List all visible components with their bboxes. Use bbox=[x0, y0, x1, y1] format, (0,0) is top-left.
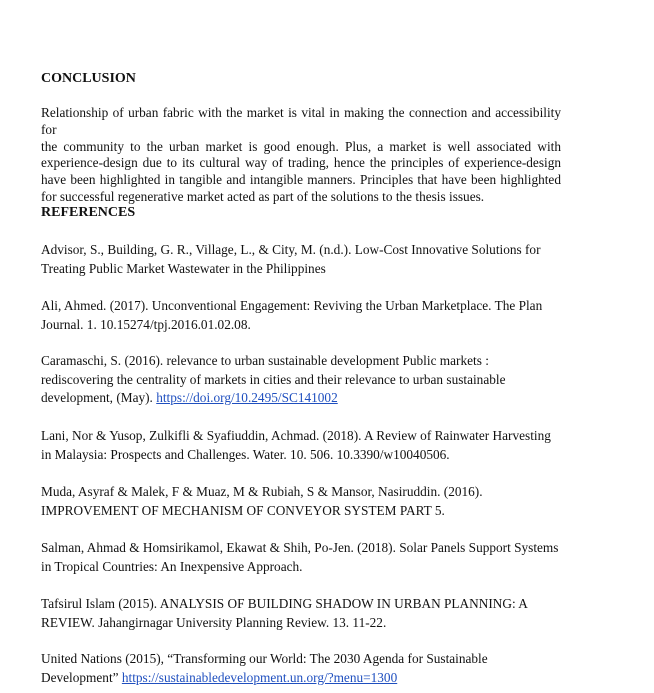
doi-link[interactable]: https://doi.org/10.2495/SC141002 bbox=[156, 390, 338, 405]
reference-line: REVIEW. Jahangirnagar University Planning Review. 13. 11-22. bbox=[41, 614, 387, 630]
conclusion-line: for successful regenerative market acted as part of the solutions to the thesis issues. bbox=[41, 188, 485, 204]
reference-entry bbox=[41, 483, 601, 520]
un-link[interactable]: https://sustainabledevelopment.un.org/?menu=1300 bbox=[121, 669, 398, 685]
reference-line bbox=[41, 669, 601, 688]
reference-entry bbox=[41, 427, 601, 464]
reference-text: development, (May). bbox=[41, 390, 157, 405]
conclusion-line: experience-design due to its cultural way of trading, hence the principles of experience-design bbox=[41, 155, 561, 171]
reference-entry bbox=[41, 650, 601, 687]
reference-line: Tafsirul Islam (2015). ANALYSIS OF BUILDING SHADOW IN URBAN PLANNING: A bbox=[41, 596, 528, 611]
reference-text: Development” bbox=[41, 669, 122, 685]
conclusion-line: the community to the urban market is good enough. Plus, a market is well associated with bbox=[41, 138, 561, 154]
reference-line bbox=[41, 389, 601, 408]
reference-line: Caramaschi, S. (2016). relevance to urban sustainable development Public markets : bbox=[41, 353, 489, 368]
reference-line: in Tropical Countries: An Inexpensive Approach. bbox=[41, 558, 303, 574]
conclusion-line: have been highlighted in tangible and intangible manners. Principles that have been highlighted bbox=[41, 172, 561, 188]
conclusion-paragraph bbox=[41, 105, 561, 206]
reference-line: Ali, Ahmed. (2017). Unconventional Engagement: Reviving the Urban Marketplace. The Plan bbox=[41, 298, 543, 313]
reference-line: rediscovering the centrality of markets in cities and their relevance to urban sustainable bbox=[41, 371, 506, 387]
reference-line: in Malaysia: Prospects and Challenges. Water. 10. 506. 10.3390/w10040506. bbox=[41, 446, 450, 462]
reference-entry bbox=[41, 595, 601, 632]
reference-line: IMPROVEMENT OF MECHANISM OF CONVEYOR SYSTEM PART 5. bbox=[41, 502, 445, 518]
reference-line: Lani, Nor & Yusop, Zulkifli & Syafiuddin, Achmad. (2018). A Review of Rainwater Harvesting bbox=[41, 428, 551, 443]
conclusion-heading: CONCLUSION bbox=[41, 71, 136, 86]
reference-line: Journal. 1. 10.15274/tpj.2016.01.02.08. bbox=[41, 316, 251, 332]
reference-entry bbox=[41, 297, 601, 334]
reference-line: United Nations (2015), “Transforming our World: The 2030 Agenda for Sustainable bbox=[41, 651, 488, 666]
reference-entry bbox=[41, 241, 601, 278]
conclusion-line: Relationship of urban fabric with the market is vital in making the connection and accessibility for bbox=[41, 105, 561, 137]
reference-line: Muda, Asyraf & Malek, F & Muaz, M & Rubiah, S & Mansor, Nasiruddin. (2016). bbox=[41, 484, 483, 499]
reference-line: Advisor, S., Building, G. R., Village, L., & City, M. (n.d.). Low-Cost Innovative Solutions for bbox=[41, 242, 541, 257]
references-heading: REFERENCES bbox=[41, 205, 136, 220]
reference-entry bbox=[41, 352, 601, 408]
reference-line: Salman, Ahmad & Homsirikamol, Ekawat & Shih, Po-Jen. (2018). Solar Panels Support Systems bbox=[41, 540, 559, 555]
reference-entry bbox=[41, 539, 601, 576]
reference-line: Treating Public Market Wastewater in the Philippines bbox=[41, 260, 326, 276]
